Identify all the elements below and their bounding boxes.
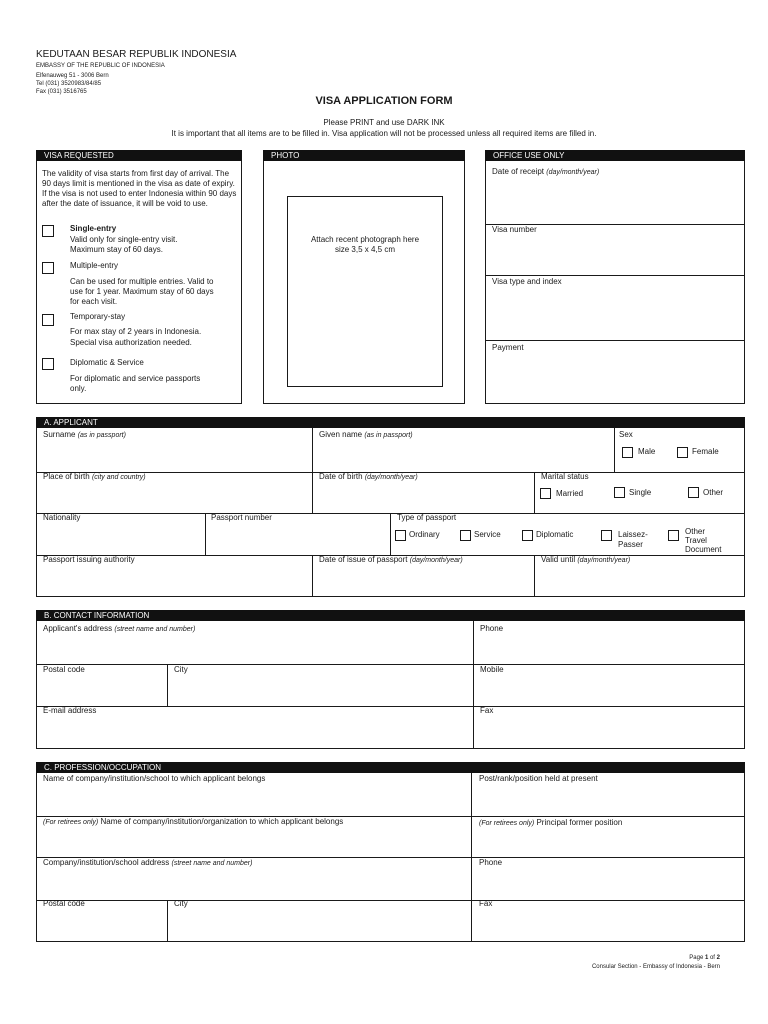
sex-label: Sex — [619, 430, 633, 439]
fax-label: Fax — [480, 706, 494, 715]
single-entry-desc: Valid only for single-entry visit. — [70, 235, 178, 244]
diplomatic-checkbox[interactable] — [522, 530, 533, 541]
laissez-passer-checkbox[interactable] — [601, 530, 612, 541]
visa-requested-header: VISA REQUESTED — [36, 150, 242, 161]
single-entry-desc: Maximum stay of 60 days. — [70, 245, 163, 254]
phone-label: Phone — [480, 624, 504, 633]
divider — [390, 513, 391, 555]
ordinary-label: Ordinary — [409, 530, 440, 539]
profession-section — [36, 762, 745, 942]
other-travel-document-checkbox[interactable] — [668, 530, 679, 541]
single-label: Single — [629, 488, 652, 497]
visa-number-label: Visa number — [492, 225, 537, 234]
company-phone-label: Phone — [479, 858, 503, 867]
visa-type-label: Visa type and index — [492, 277, 562, 286]
other-travel-document-label: Other — [685, 527, 706, 536]
temporary-stay-desc: Special visa authorization needed. — [70, 338, 192, 347]
embassy-tel: Tel (031) 3520983/84/85 — [36, 81, 102, 87]
date-of-birth-label: Date of birth (day/month/year) — [319, 472, 418, 481]
retirees-org-label: (For retirees only) Name of company/institution/organization to which applicant belongs — [43, 817, 344, 826]
multiple-entry-desc: for each visit. — [70, 297, 118, 306]
single-checkbox[interactable] — [614, 487, 625, 498]
service-checkbox[interactable] — [460, 530, 471, 541]
divider — [485, 275, 745, 276]
female-label: Female — [692, 447, 719, 456]
temporary-stay-desc: For max stay of 2 years in Indonesia. — [70, 327, 202, 336]
divider — [473, 621, 474, 749]
payment-label: Payment — [492, 343, 524, 352]
retirees-position-label: (For retirees only) Principal former position — [479, 818, 623, 827]
temporary-stay-label: Temporary-stay — [70, 312, 126, 321]
place-of-birth-label: Place of birth (city and country) — [43, 472, 146, 481]
divider — [167, 664, 168, 706]
male-label: Male — [638, 447, 656, 456]
divider — [534, 555, 535, 597]
diplomatic-service-desc: only. — [70, 384, 87, 393]
issuing-authority-label: Passport issuing authority — [43, 555, 135, 564]
divider — [471, 773, 472, 900]
visa-validity-note: The validity of visa starts from first day of arrival. The 90 days limit is mentioned in the visa as date of expiry. If the visa is not used to enter Indonesia within 90 days after the date of issuance, it will be void to use. — [42, 169, 237, 208]
other-travel-document-label: Document — [685, 545, 722, 554]
contact-header: B. CONTACT INFORMATION — [36, 610, 745, 621]
embassy-address: Elfenauweg 51 - 3006 Bern — [36, 73, 109, 79]
embassy-name: KEDUTAAN BESAR REPUBLIK INDONESIA — [36, 49, 237, 60]
marital-status-label: Marital status — [541, 472, 589, 481]
other-marital-label: Other — [703, 488, 724, 497]
multiple-entry-checkbox[interactable] — [42, 262, 54, 274]
company-address-label: Company/institution/school address (street name and number) — [43, 858, 253, 867]
applicant-address-label: Applicant's address (street name and number) — [43, 624, 196, 633]
male-checkbox[interactable] — [622, 447, 633, 458]
multiple-entry-label: Multiple-entry — [70, 261, 119, 270]
divider — [312, 472, 313, 513]
given-name-label: Given name (as in passport) — [319, 430, 413, 439]
office-use-header: OFFICE USE ONLY — [485, 150, 745, 161]
service-label: Service — [474, 530, 501, 539]
photo-header: PHOTO — [263, 150, 465, 161]
instruction-required: It is important that all items are to be filled in. Visa application will not be processed unless all required items are filled in. — [171, 129, 597, 138]
female-checkbox[interactable] — [677, 447, 688, 458]
profession-header: C. PROFESSION/OCCUPATION — [36, 762, 745, 773]
multiple-entry-desc: use for 1 year. Maximum stay of 60 days — [70, 287, 214, 296]
postal-code-label: Postal code — [43, 665, 85, 674]
instruction-print: Please PRINT and use DARK INK — [323, 118, 445, 127]
diplomatic-service-checkbox[interactable] — [42, 358, 54, 370]
form-title: VISA APPLICATION FORM — [315, 95, 453, 107]
company-name-label: Name of company/institution/school to which applicant belongs — [43, 774, 266, 783]
ordinary-checkbox[interactable] — [395, 530, 406, 541]
divider — [534, 472, 535, 513]
footer-section-text: Consular Section - Embassy of Indonesia - Bern — [591, 964, 720, 970]
married-label: Married — [556, 489, 584, 498]
company-city-label: City — [174, 899, 188, 908]
company-postal-code-label: Postal code — [43, 899, 85, 908]
other-marital-checkbox[interactable] — [688, 487, 699, 498]
divider — [36, 900, 745, 901]
laissez-passer-label: Laissez- — [618, 530, 648, 539]
diplomatic-service-label: Diplomatic & Service — [70, 358, 144, 367]
city-label: City — [174, 665, 188, 674]
post-label: Post/rank/position held at present — [479, 774, 598, 783]
photo-placeholder[interactable] — [287, 196, 443, 387]
applicant-header: A. APPLICANT — [36, 417, 745, 428]
multiple-entry-desc: Can be used for multiple entries. Valid to — [70, 277, 214, 286]
divider — [312, 428, 313, 472]
temporary-stay-checkbox[interactable] — [42, 314, 54, 326]
divider — [36, 664, 745, 665]
laissez-passer-label: Passer — [618, 540, 643, 549]
photo-size: size 3,5 x 4,5 cm — [334, 245, 396, 254]
divider — [312, 555, 313, 597]
single-entry-checkbox[interactable] — [42, 225, 54, 237]
single-entry-label: Single-entry — [70, 224, 117, 233]
photo-instruction: Attach recent photograph here — [310, 235, 420, 244]
divider — [205, 513, 206, 555]
page-number: Page 1 of 2 — [689, 955, 720, 961]
email-label: E-mail address — [43, 706, 97, 715]
divider — [167, 900, 168, 942]
married-checkbox[interactable] — [540, 488, 551, 499]
divider — [36, 706, 745, 707]
mobile-label: Mobile — [480, 665, 504, 674]
diplomatic-service-desc: For diplomatic and service passports — [70, 374, 201, 383]
divider — [614, 428, 615, 472]
type-of-passport-label: Type of passport — [397, 513, 457, 522]
company-fax-label: Fax — [479, 899, 493, 908]
divider — [485, 340, 745, 341]
applicant-section — [36, 417, 745, 597]
diplomatic-label: Diplomatic — [536, 530, 574, 539]
valid-until-label: Valid until (day/month/year) — [541, 555, 631, 564]
embassy-name-en: EMBASSY OF THE REPUBLIC OF INDONESIA — [36, 63, 165, 69]
embassy-fax: Fax (031) 3516765 — [36, 89, 87, 95]
date-of-receipt-label: Date of receipt (day/month/year) — [492, 167, 600, 176]
other-travel-document-label: Travel — [685, 536, 707, 545]
surname-label: Surname (as in passport) — [43, 430, 126, 439]
divider — [471, 900, 472, 942]
nationality-label: Nationality — [43, 513, 81, 522]
date-of-issue-label: Date of issue of passport (day/month/year) — [319, 555, 463, 564]
passport-number-label: Passport number — [211, 513, 272, 522]
